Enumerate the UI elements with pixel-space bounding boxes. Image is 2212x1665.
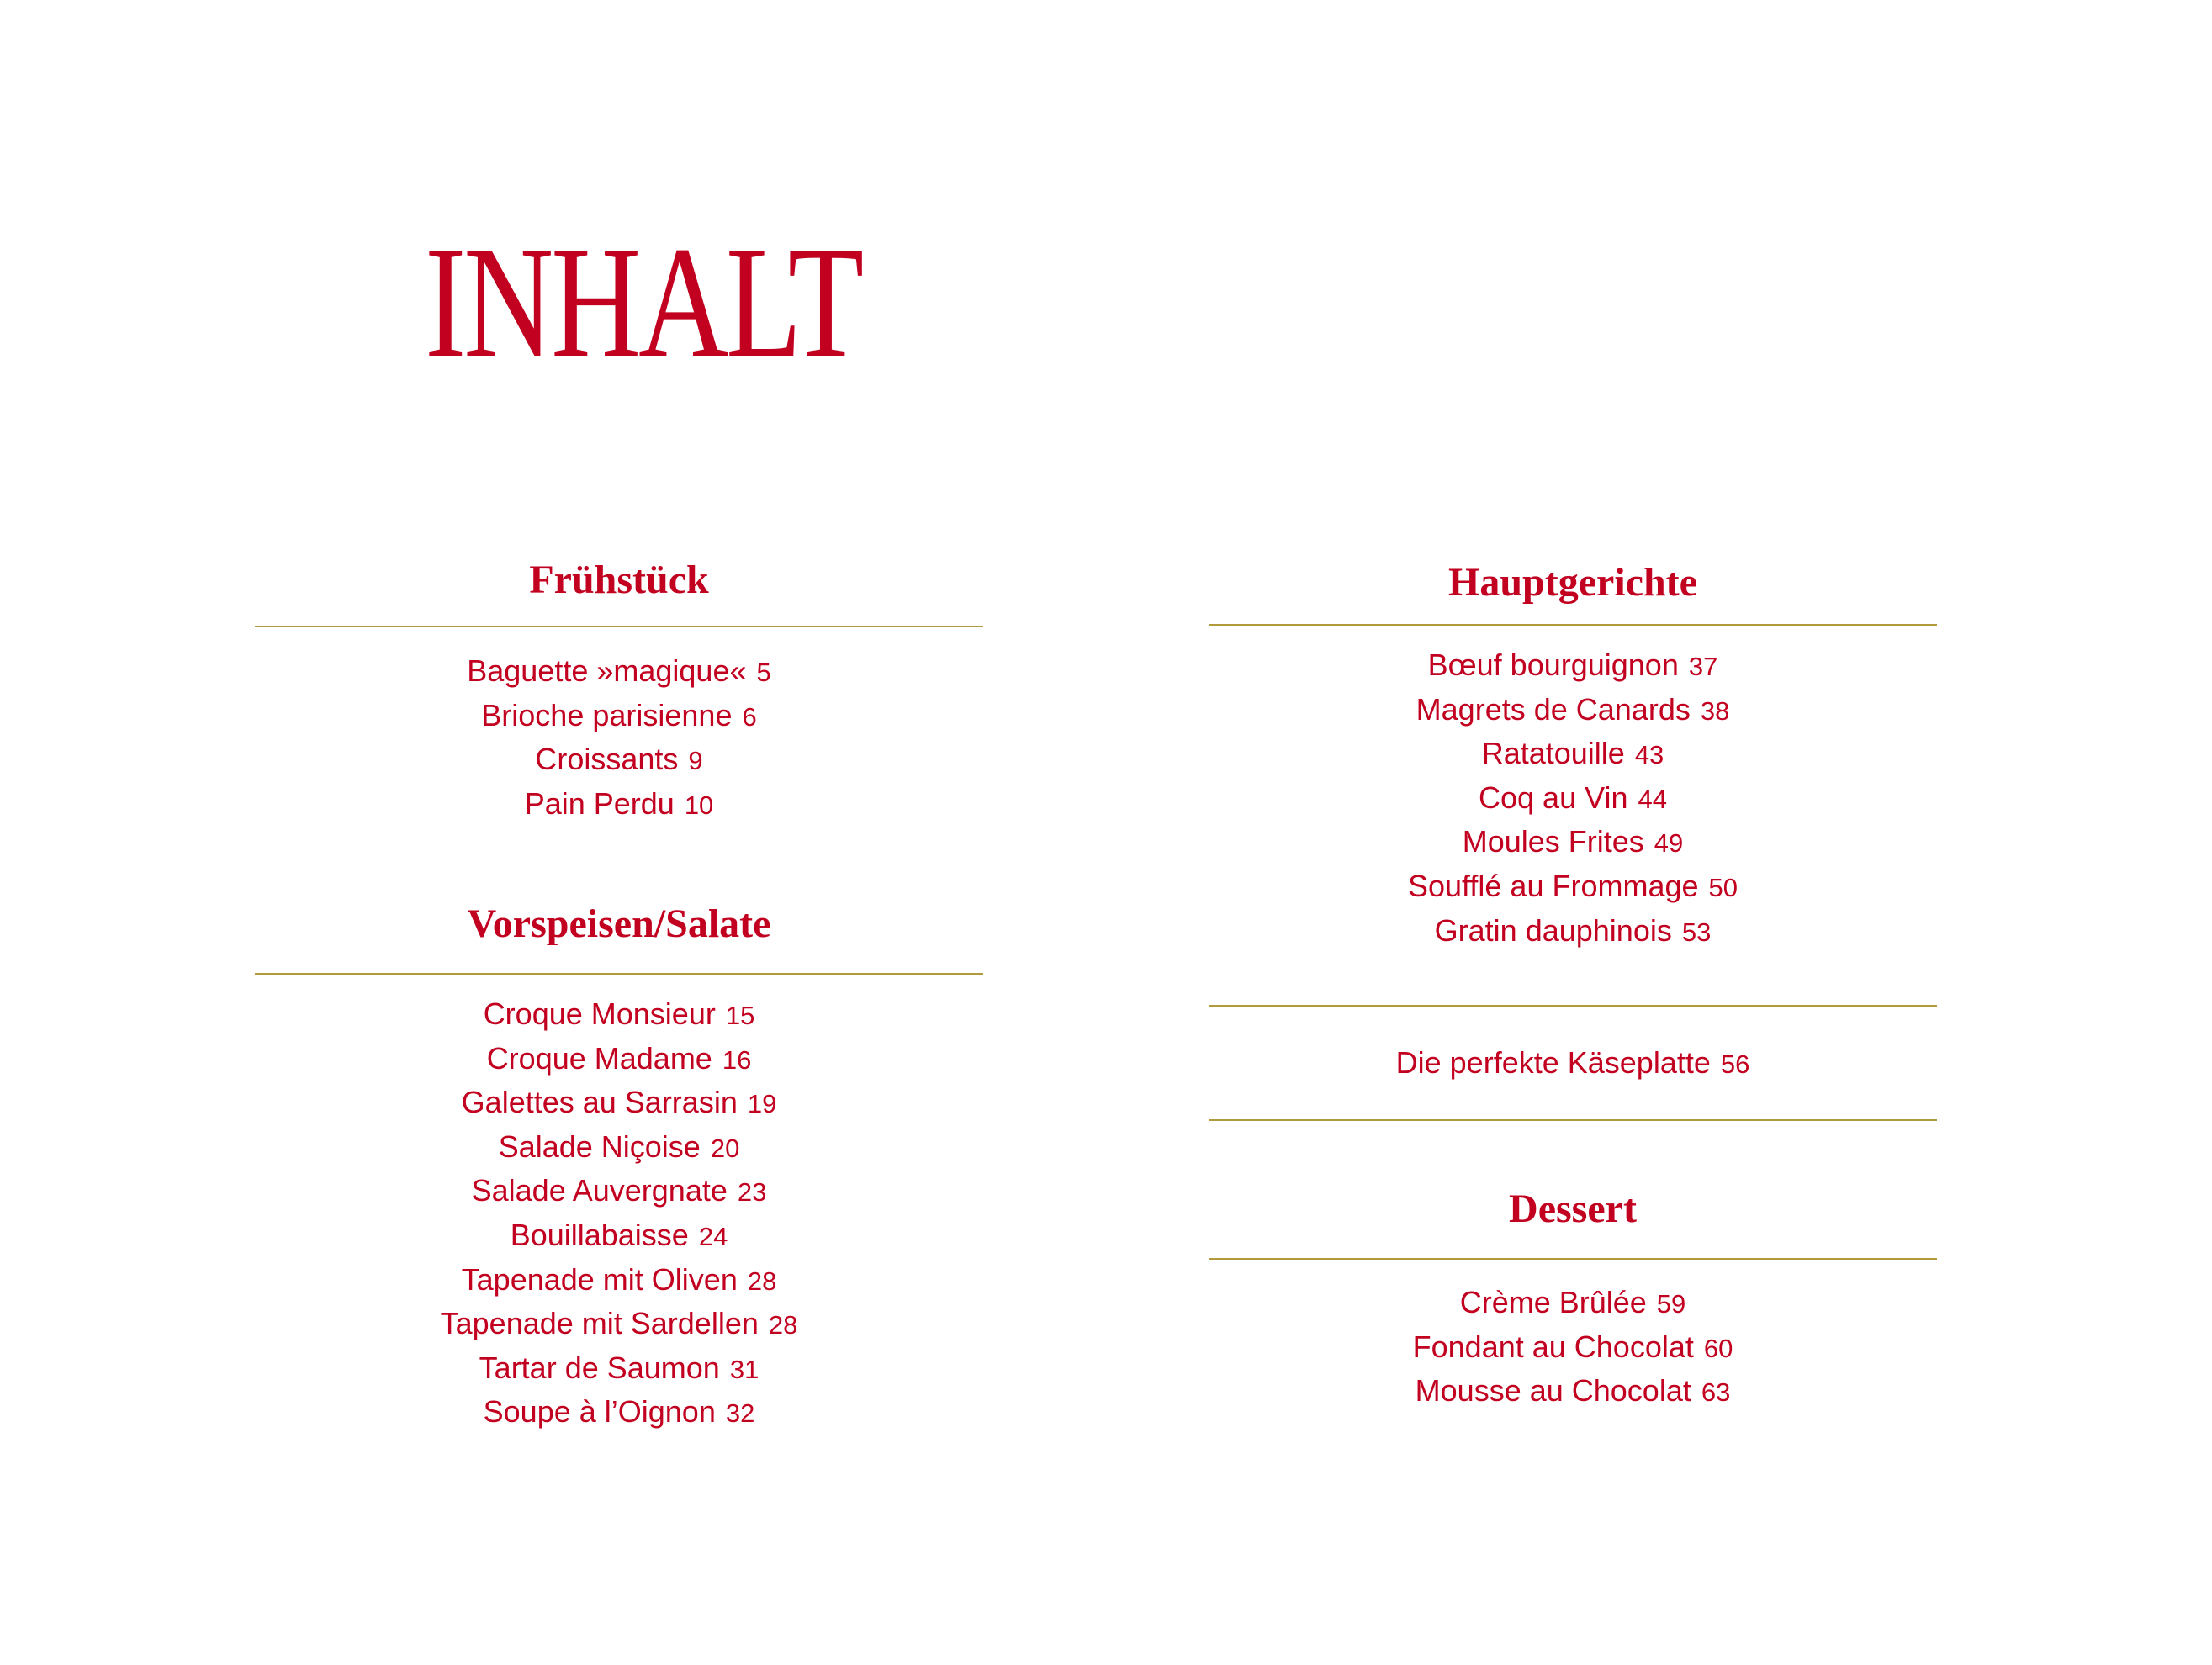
toc-entry-title: Salade Auvergnate: [471, 1173, 728, 1208]
toc-entry-page: 60: [1703, 1333, 1733, 1363]
toc-entry: [255, 649, 983, 694]
toc-entry: [1209, 864, 1937, 909]
toc-entry-page: 38: [1700, 695, 1730, 726]
toc-entry-title: Tapenade mit Oliven: [461, 1261, 738, 1297]
section-heading-vorspeisen: Vorspeisen/Salate: [467, 901, 771, 946]
toc-entry: [255, 1390, 983, 1435]
toc-entry-title: Mousse au Chocolat: [1415, 1373, 1691, 1409]
toc-entry-title: Fondant au Chocolat: [1412, 1329, 1694, 1364]
toc-entry-page: 19: [747, 1089, 777, 1119]
toc-entry-title: Crème Brûlée: [1459, 1285, 1647, 1319]
toc-entry: [1209, 909, 1937, 954]
toc-entry-title: Bouillabaisse: [510, 1217, 689, 1252]
toc-entry: [1209, 1369, 1937, 1414]
toc-entry: [255, 1037, 983, 1081]
toc-entry: [255, 1125, 983, 1170]
toc-list-kaese: [1209, 1041, 1937, 1086]
toc-entry: [255, 1169, 983, 1213]
toc-entry-title: Croissants: [535, 742, 679, 777]
toc-entry: [1209, 643, 1937, 688]
toc-entry: [1209, 1281, 1937, 1325]
toc-list-hauptgerichte: [1209, 643, 1937, 953]
toc-entry: [255, 694, 983, 738]
toc-list-fruehstueck: [255, 649, 983, 826]
toc-entry-title: Ratatouille: [1481, 736, 1625, 771]
toc-entry-title: Brioche parisienne: [481, 697, 733, 732]
divider-dessert: [1209, 1258, 1937, 1260]
toc-entry-page: 59: [1656, 1289, 1686, 1319]
toc-entry-page: 5: [756, 658, 771, 687]
toc-entry: [255, 1346, 983, 1391]
toc-entry: [255, 1213, 983, 1258]
toc-entry: [1209, 688, 1937, 732]
toc-entry-title: Soupe à l’Oignon: [483, 1394, 716, 1430]
toc-entry-title: Baguette »magique«: [467, 653, 747, 688]
toc-list-vorspeisen: [255, 992, 983, 1435]
toc-entry-title: Tartar de Saumon: [479, 1350, 720, 1385]
toc-entry: [255, 1302, 983, 1346]
toc-entry-page: 63: [1701, 1377, 1731, 1408]
toc-entry: [255, 737, 983, 782]
toc-entry: [1209, 776, 1937, 821]
toc-entry-title: Bœuf bourguignon: [1427, 648, 1679, 682]
toc-entry-page: 9: [688, 746, 703, 776]
toc-entry-page: 49: [1654, 828, 1684, 859]
toc-entry-title: Croque Monsieur: [483, 996, 716, 1031]
toc-entry-title: Galettes au Sarrasin: [461, 1085, 738, 1120]
toc-entry-page: 10: [684, 790, 714, 820]
divider-hauptgerichte: [1209, 624, 1937, 626]
divider-vorspeisen: [255, 973, 983, 975]
toc-entry-page: 56: [1720, 1049, 1750, 1079]
toc-entry: [255, 1258, 983, 1303]
toc-entry-page: 44: [1638, 784, 1667, 814]
toc-entry: [1209, 820, 1937, 864]
divider-kaese-top: [1209, 1005, 1937, 1007]
page-title: INHALT: [425, 214, 862, 391]
toc-entry: [255, 782, 983, 827]
toc-entry: [255, 992, 983, 1037]
section-heading-dessert: Dessert: [1509, 1187, 1637, 1231]
toc-entry: [1209, 1325, 1937, 1370]
toc-entry-title: Magrets de Canards: [1416, 691, 1691, 727]
toc-entry-page: 16: [722, 1044, 752, 1075]
toc-entry-page: 23: [737, 1177, 767, 1208]
toc-entry-page: 15: [725, 1001, 755, 1030]
toc-entry-title: Pain Perdu: [524, 785, 675, 821]
toc-entry-title: Coq au Vin: [1479, 780, 1628, 815]
toc-entry-title: Moules Frites: [1462, 824, 1644, 859]
toc-entry-page: 43: [1634, 740, 1664, 770]
toc-entry: [1209, 732, 1937, 776]
divider-kaese-bottom: [1209, 1119, 1937, 1121]
toc-entry-title: Salade Niçoise: [498, 1128, 701, 1164]
section-heading-fruehstueck: Frühstück: [529, 558, 709, 602]
toc-entry-page: 31: [729, 1354, 759, 1384]
toc-entry: [255, 1081, 983, 1125]
toc-entry-page: 37: [1688, 652, 1718, 681]
toc-entry-page: 32: [725, 1398, 755, 1429]
toc-entry-title: Soufflé au Frommage: [1408, 868, 1699, 903]
toc-list-dessert: [1209, 1281, 1937, 1414]
toc-entry-title: Croque Madame: [486, 1040, 712, 1076]
toc-entry-page: 24: [698, 1221, 728, 1251]
toc-entry-title: Die perfekte Käseplatte: [1395, 1045, 1711, 1080]
toc-entry: [1209, 1041, 1937, 1086]
toc-entry-title: Tapenade mit Sardellen: [440, 1306, 759, 1341]
toc-entry-page: 50: [1708, 872, 1738, 902]
toc-entry-page: 53: [1681, 917, 1712, 947]
toc-entry-title: Gratin dauphinois: [1434, 912, 1672, 948]
divider-fruehstueck: [255, 626, 983, 627]
toc-entry-page: 28: [768, 1310, 798, 1340]
toc-entry-page: 28: [747, 1266, 777, 1296]
toc-entry-page: 6: [742, 701, 757, 732]
toc-entry-page: 20: [710, 1133, 740, 1163]
section-heading-hauptgerichte: Hauptgerichte: [1448, 560, 1697, 605]
